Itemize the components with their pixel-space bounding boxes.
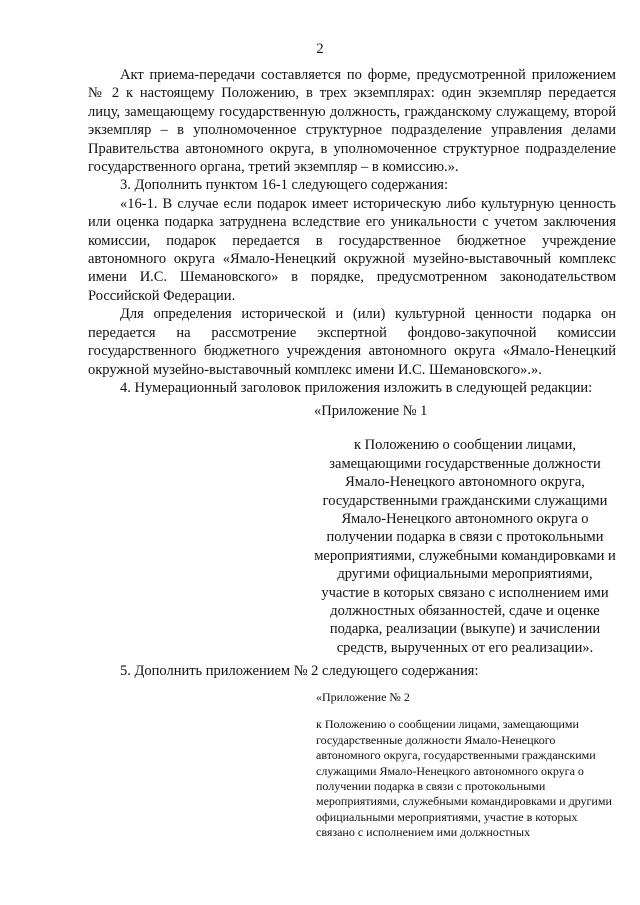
paragraph-act-transfer: Акт приема-передачи составляется по форме, предусмотренной приложением № 2 к настоящему Положению, в трех экземплярах: один экземпляр передается лицу, замещающему государственную должность, гражданскому служащему, второй экземпляр – в уполномоченное структурное подразделение управления делами Правительства автономного округа, в уполномоченное структурное подразделение государственного органа, третий экземпляр – в комиссию.». bbox=[88, 67, 616, 176]
paragraph-item-4: 4. Нумерационный заголовок приложения изложить в следующей редакции: bbox=[120, 379, 593, 396]
appendix-2-heading bbox=[316, 690, 616, 841]
paragraph-item-5: 5. Дополнить приложением № 2 следующего содержания: bbox=[120, 663, 479, 679]
appendix-2-body: к Положению о сообщении лицами, замещающими государственные должности Ямало-Ненецкого автономного округа, государственными гражданскими служащими Ямало-Ненецкого автономного округа о получении подарка в связи с протокольными мероприятиями, служебными командировками и другими официальными мероприятиями, участие в которых связано с исполнением ими должностных bbox=[316, 717, 612, 840]
page-number: 2 bbox=[316, 41, 324, 57]
appendix-2-title: «Приложение № 2 bbox=[316, 690, 410, 704]
paragraph-expert-commission: Для определения исторической и (или) культурной ценности подарка он передается на рассмотрение экспертной фондово-закупочной комиссии государственного бюджетного учреждения автономного округа «Ямало-Ненецкий окружной музейно-выставочный комплекс имени И.С. Шемановского».». bbox=[88, 306, 616, 378]
paragraph-clause-16-1: «16-1. В случае если подарок имеет историческую либо культурную ценность или оценка подарка затруднена вследствие его уникальности с учетом заключения комиссии, подарок передается в государственное бюджетное учреждение автономного округа «Ямало-Ненецкий окружной музейно-выставочный комплекс имени И.С. Шемановского» в порядке, предусмотренном законодательством Российской Федерации. bbox=[88, 195, 616, 304]
appendix-1-title: «Приложение № 1 bbox=[314, 403, 428, 419]
appendix-1-heading bbox=[314, 402, 616, 657]
appendix-1-body: к Положению о сообщении лицами, замещающими государственные должности Ямало-Ненецкого автономного округа, государственными гражданскими служащими Ямало-Ненецкого автономного округа о получении подарка в связи с протокольными мероприятиями, служебными командировками и другими официальными мероприятиями, участие в которых связано с исполнением ими должностных обязанностей, сдаче и оценке подарка, реализации (выкупе) и зачислении средств, вырученных от его реализации». bbox=[314, 437, 616, 656]
body-text bbox=[88, 66, 616, 397]
paragraph-item-3: 3. Дополнить пунктом 16-1 следующего содержания: bbox=[120, 177, 448, 194]
